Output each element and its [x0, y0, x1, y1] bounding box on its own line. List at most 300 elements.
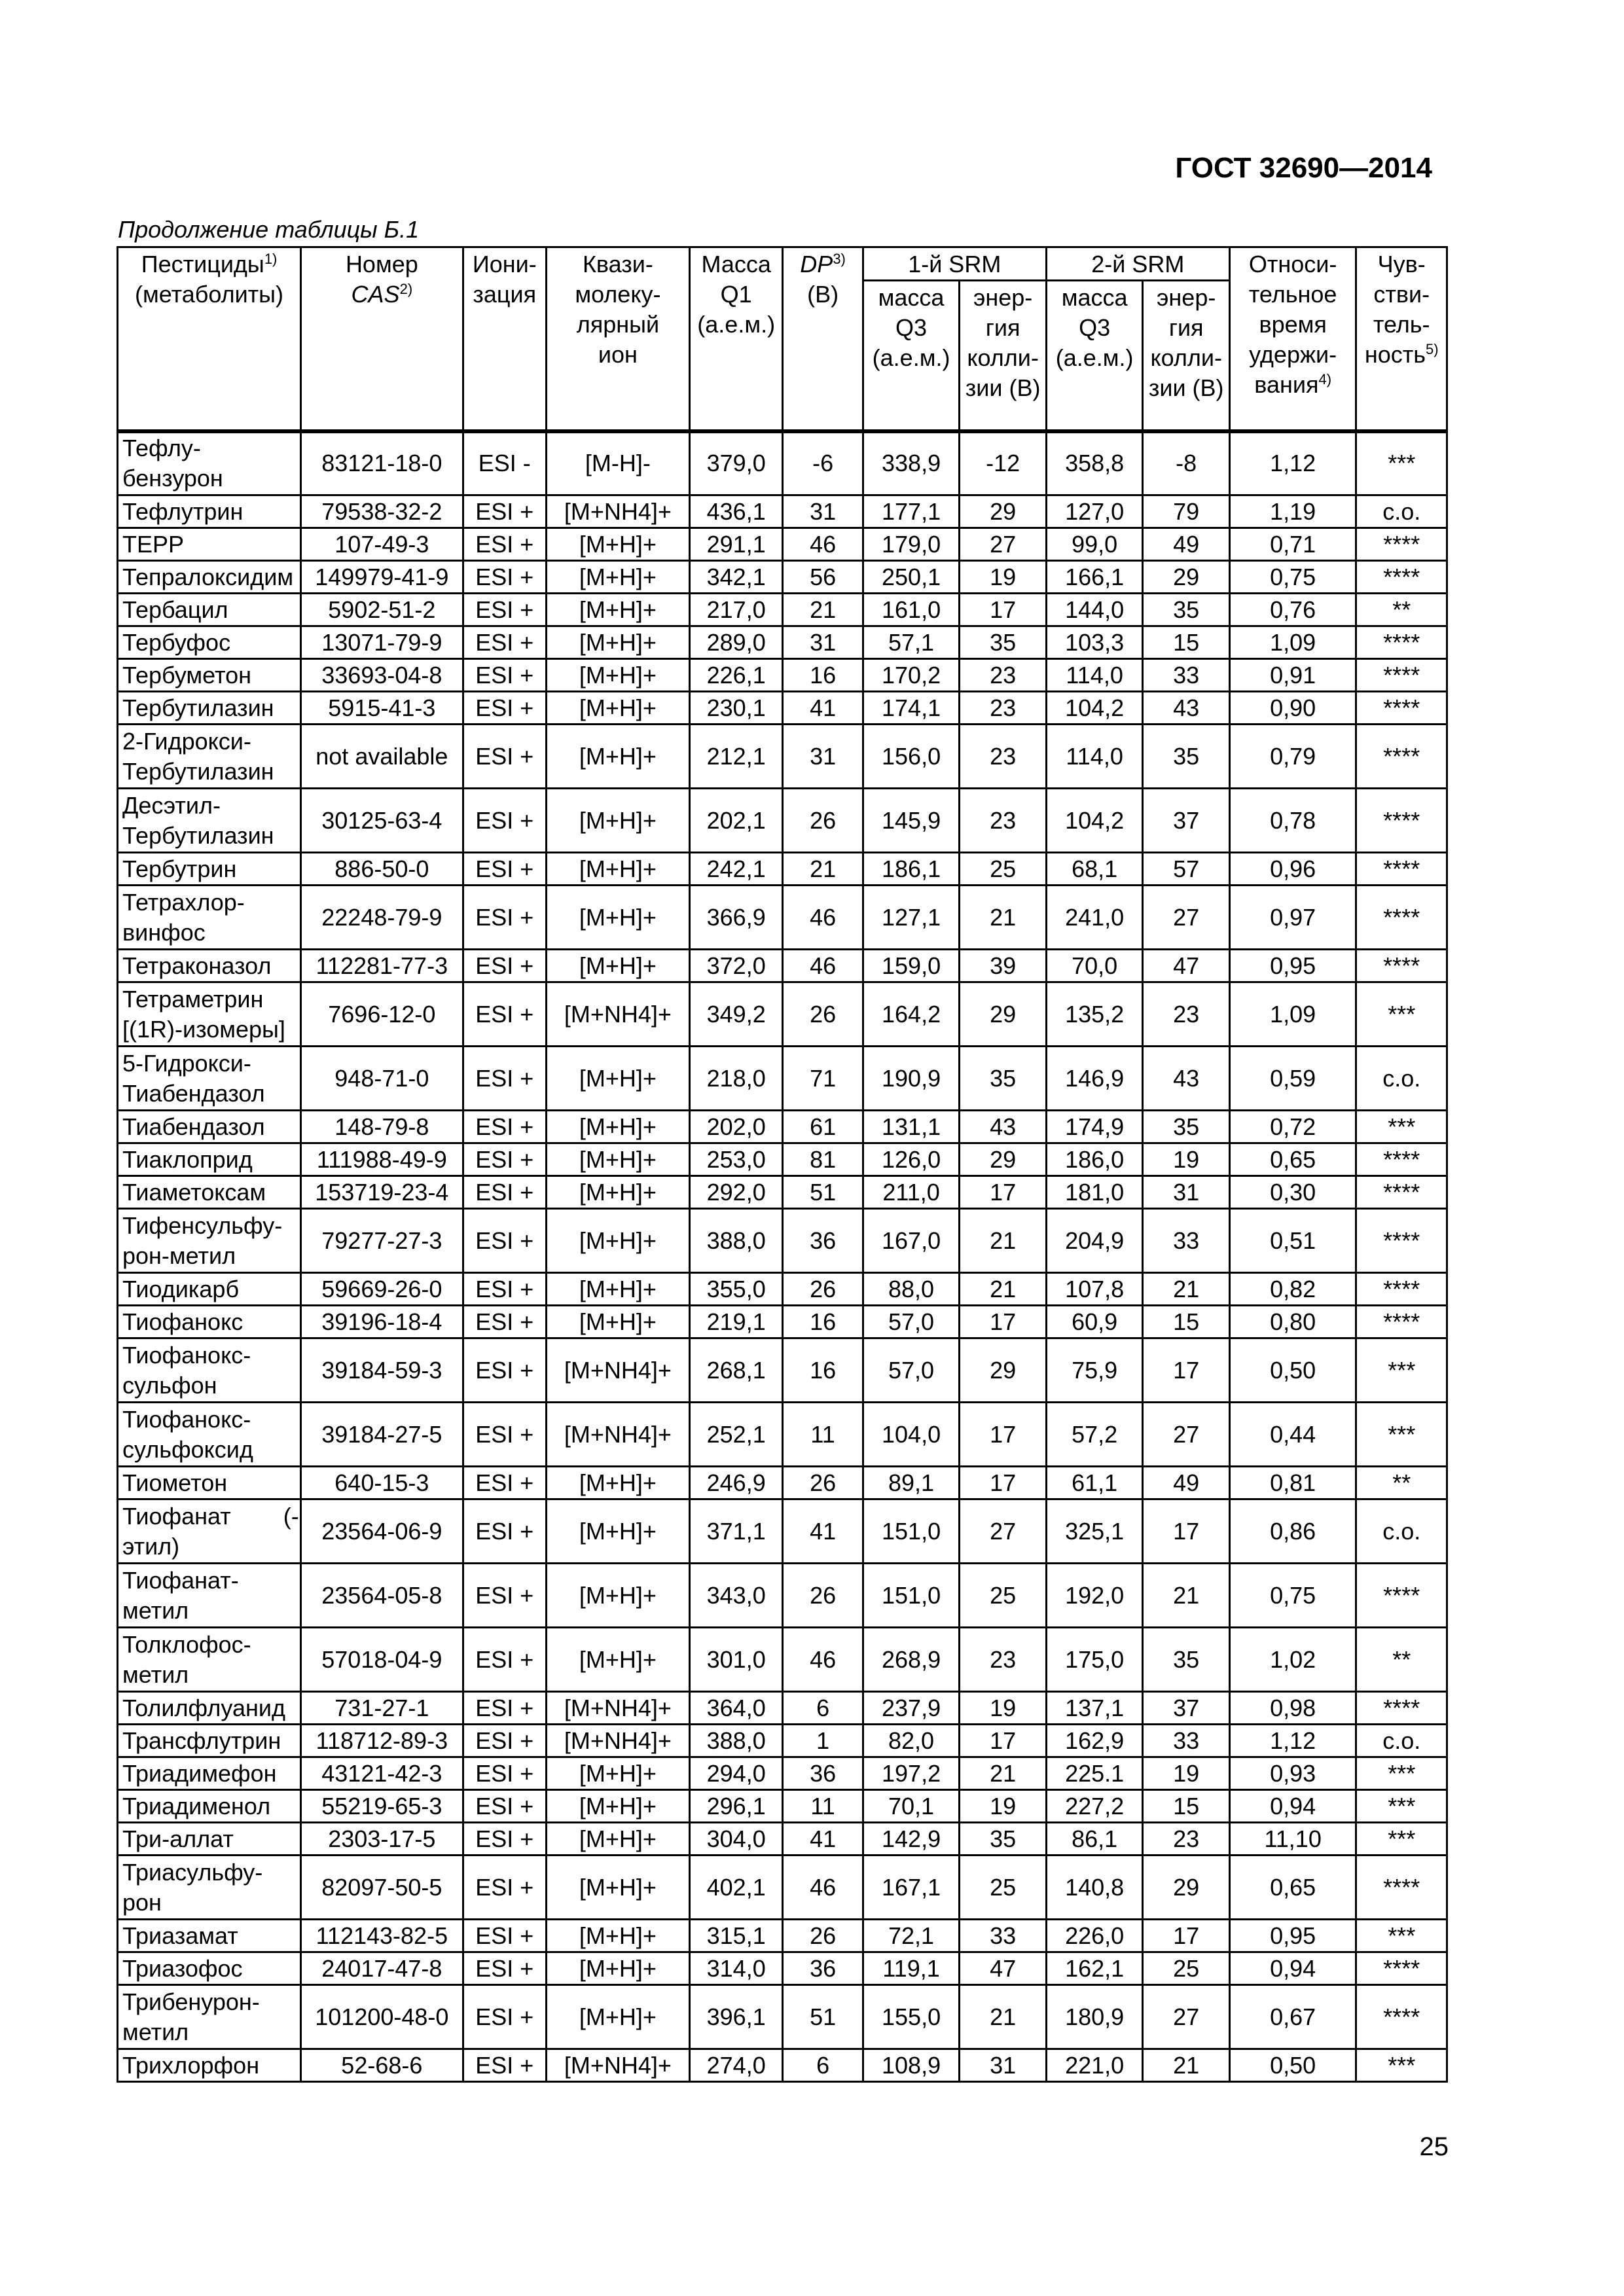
table-row — [118, 1790, 1447, 1823]
cell-q1: 371,1 — [689, 1499, 783, 1564]
cell-name: Тиабендазол — [118, 1111, 301, 1143]
table-row — [118, 1628, 1447, 1692]
cell-name: Десэтил- Тербутилазин — [118, 789, 301, 853]
cell-q3a: 57,0 — [863, 1338, 960, 1403]
cell-cas: 39184-59-3 — [301, 1338, 463, 1403]
cell-name: Тетрахлор- винфос — [118, 886, 301, 950]
cell-q3b: 104,2 — [1046, 789, 1143, 853]
cell-ion: ESI + — [463, 692, 546, 725]
cell-dp: 11 — [783, 1403, 863, 1467]
cell-ion: ESI + — [463, 659, 546, 692]
cell-q3b: 99,0 — [1046, 528, 1143, 561]
cell-q1: 202,1 — [689, 789, 783, 853]
cell-rrt: 0,93 — [1229, 1757, 1356, 1790]
cell-dp: 26 — [783, 1467, 863, 1499]
cell-q3a: 179,0 — [863, 528, 960, 561]
cell-q3b: 70,0 — [1046, 950, 1143, 982]
cell-dp: 26 — [783, 982, 863, 1047]
table-row — [118, 1338, 1447, 1403]
cell-q3a: 57,1 — [863, 626, 960, 659]
cell-q3b: 325,1 — [1046, 1499, 1143, 1564]
cell-name: Триазамат — [118, 1920, 301, 1952]
cell-rrt: 0,72 — [1229, 1111, 1356, 1143]
cell-cas: 886-50-0 — [301, 853, 463, 886]
cell-quasi: [M+H]+ — [546, 1306, 689, 1338]
cell-quasi: [M+H]+ — [546, 1628, 689, 1692]
cell-ea: 23 — [960, 659, 1046, 692]
cell-eb: 79 — [1143, 495, 1229, 528]
cell-q1: 296,1 — [689, 1790, 783, 1823]
cell-sens: *** — [1356, 1823, 1447, 1856]
header-ionization: Иони- зация — [463, 247, 546, 431]
table-row — [118, 1823, 1447, 1856]
cell-dp: 6 — [783, 2049, 863, 2082]
cell-sens: **** — [1356, 692, 1447, 725]
cell-ion: ESI + — [463, 1856, 546, 1920]
header-quasi-ion: Квази- молеку- лярный ион — [546, 247, 689, 431]
cell-sens: **** — [1356, 528, 1447, 561]
cell-ea: 21 — [960, 886, 1046, 950]
cell-name: Тербутрин — [118, 853, 301, 886]
cell-q1: 388,0 — [689, 1209, 783, 1273]
cell-dp: 41 — [783, 692, 863, 725]
cell-q3b: 192,0 — [1046, 1564, 1143, 1628]
cell-dp: 41 — [783, 1499, 863, 1564]
cell-quasi: [M+H]+ — [546, 1047, 689, 1111]
cell-cas: 149979-41-9 — [301, 561, 463, 594]
table-row — [118, 1403, 1447, 1467]
cell-sens: **** — [1356, 1306, 1447, 1338]
cell-quasi: [M+H]+ — [546, 1564, 689, 1628]
cell-sens: **** — [1356, 1176, 1447, 1209]
cell-rrt: 1,12 — [1229, 1725, 1356, 1757]
cell-ion: ESI - — [463, 431, 546, 495]
table-body — [118, 431, 1447, 2082]
table-row — [118, 431, 1447, 495]
cell-ea: 19 — [960, 1692, 1046, 1725]
cell-eb: 35 — [1143, 594, 1229, 626]
cell-q1: 364,0 — [689, 1692, 783, 1725]
cell-q1: 294,0 — [689, 1757, 783, 1790]
table-row — [118, 1047, 1447, 1111]
cell-ion: ESI + — [463, 1692, 546, 1725]
cell-dp: 36 — [783, 1952, 863, 1985]
cell-quasi: [M+H]+ — [546, 528, 689, 561]
cell-rrt: 0,78 — [1229, 789, 1356, 853]
cell-q3a: 127,1 — [863, 886, 960, 950]
cell-quasi: [M+H]+ — [546, 1209, 689, 1273]
cell-sens: **** — [1356, 1856, 1447, 1920]
cell-sens: **** — [1356, 1985, 1447, 2049]
cell-ion: ESI + — [463, 1273, 546, 1306]
cell-rrt: 0,98 — [1229, 1692, 1356, 1725]
cell-rrt: 1,09 — [1229, 626, 1356, 659]
cell-dp: 51 — [783, 1985, 863, 2049]
cell-sens: **** — [1356, 561, 1447, 594]
cell-dp: 6 — [783, 1692, 863, 1725]
cell-q1: 314,0 — [689, 1952, 783, 1985]
cell-name: Тифенсульфу- рон-метил — [118, 1209, 301, 1273]
cell-q3b: 227,2 — [1046, 1790, 1143, 1823]
table-row — [118, 789, 1447, 853]
cell-q1: 396,1 — [689, 1985, 783, 2049]
cell-q3a: 170,2 — [863, 659, 960, 692]
cell-eb: 35 — [1143, 1628, 1229, 1692]
cell-name: Тефлутрин — [118, 495, 301, 528]
cell-name: Тиофанокс- сульфоксид — [118, 1403, 301, 1467]
cell-eb: 19 — [1143, 1143, 1229, 1176]
cell-q3a: 156,0 — [863, 725, 960, 789]
cell-eb: 37 — [1143, 1692, 1229, 1725]
cell-sens: *** — [1356, 1403, 1447, 1467]
cell-name: Тербацил — [118, 594, 301, 626]
cell-q1: 355,0 — [689, 1273, 783, 1306]
cell-rrt: 0,86 — [1229, 1499, 1356, 1564]
cell-q3b: 104,2 — [1046, 692, 1143, 725]
cell-rrt: 0,44 — [1229, 1403, 1356, 1467]
cell-quasi: [M+H]+ — [546, 561, 689, 594]
cell-name: ТЕРР — [118, 528, 301, 561]
cell-name: Тербуфос — [118, 626, 301, 659]
cell-q3a: 338,9 — [863, 431, 960, 495]
cell-q3b: 114,0 — [1046, 725, 1143, 789]
cell-q3b: 75,9 — [1046, 1338, 1143, 1403]
cell-dp: 21 — [783, 594, 863, 626]
cell-q3b: 241,0 — [1046, 886, 1143, 950]
cell-sens: *** — [1356, 1920, 1447, 1952]
cell-q1: 402,1 — [689, 1856, 783, 1920]
cell-sens: **** — [1356, 950, 1447, 982]
cell-ion: ESI + — [463, 886, 546, 950]
cell-quasi: [M+H]+ — [546, 950, 689, 982]
cell-rrt: 0,65 — [1229, 1856, 1356, 1920]
cell-ion: ESI + — [463, 725, 546, 789]
table-row — [118, 950, 1447, 982]
cell-q1: 218,0 — [689, 1047, 783, 1111]
cell-cas: 57018-04-9 — [301, 1628, 463, 1692]
cell-cas: 83121-18-0 — [301, 431, 463, 495]
cell-ion: ESI + — [463, 626, 546, 659]
cell-q3b: 146,9 — [1046, 1047, 1143, 1111]
cell-q3a: 131,1 — [863, 1111, 960, 1143]
pesticide-table — [117, 246, 1448, 2083]
cell-q3b: 114,0 — [1046, 659, 1143, 692]
cell-name: Тиофанат- метил — [118, 1564, 301, 1628]
cell-q3a: 186,1 — [863, 853, 960, 886]
cell-ion: ESI + — [463, 561, 546, 594]
cell-ea: 47 — [960, 1952, 1046, 1985]
cell-q3a: 70,1 — [863, 1790, 960, 1823]
cell-eb: 43 — [1143, 1047, 1229, 1111]
cell-ea: 21 — [960, 1273, 1046, 1306]
cell-q3b: 186,0 — [1046, 1143, 1143, 1176]
cell-quasi: [M+H]+ — [546, 692, 689, 725]
cell-cas: 112143-82-5 — [301, 1920, 463, 1952]
cell-quasi: [M+H]+ — [546, 725, 689, 789]
document-header: ГОСТ 32690—2014 — [1175, 152, 1432, 184]
cell-dp: 26 — [783, 1273, 863, 1306]
cell-eb: 37 — [1143, 789, 1229, 853]
cell-name: Трибенурон- метил — [118, 1985, 301, 2049]
cell-dp: 16 — [783, 1338, 863, 1403]
cell-quasi: [M+NH4]+ — [546, 495, 689, 528]
header-srm1-mass: масса Q3 (а.е.м.) — [863, 281, 960, 431]
cell-sens: **** — [1356, 626, 1447, 659]
cell-ea: 17 — [960, 594, 1046, 626]
header-rrt: Относи- тельное время удержи- вания$^{4)}$ — [1229, 247, 1356, 431]
table-row — [118, 1564, 1447, 1628]
cell-q1: 226,1 — [689, 659, 783, 692]
cell-eb: 47 — [1143, 950, 1229, 982]
cell-ion: ESI + — [463, 1985, 546, 2049]
cell-sens: ** — [1356, 1628, 1447, 1692]
cell-ea: 35 — [960, 1823, 1046, 1856]
cell-name: Тербуметон — [118, 659, 301, 692]
cell-quasi: [M+H]+ — [546, 1920, 689, 1952]
cell-q1: 388,0 — [689, 1725, 783, 1757]
cell-ion: ESI + — [463, 1209, 546, 1273]
cell-ion: ESI + — [463, 853, 546, 886]
cell-ea: 25 — [960, 1564, 1046, 1628]
cell-q3a: 151,0 — [863, 1564, 960, 1628]
cell-ion: ESI + — [463, 1338, 546, 1403]
cell-name: Три-аллат — [118, 1823, 301, 1856]
cell-ea: 17 — [960, 1306, 1046, 1338]
cell-rrt: 0,50 — [1229, 1338, 1356, 1403]
cell-q3a: 151,0 — [863, 1499, 960, 1564]
cell-dp: 61 — [783, 1111, 863, 1143]
cell-quasi: [M-H]- — [546, 431, 689, 495]
page-number: 25 — [1419, 2132, 1449, 2161]
cell-dp: 41 — [783, 1823, 863, 1856]
cell-cas: 5902-51-2 — [301, 594, 463, 626]
cell-ea: 23 — [960, 1628, 1046, 1692]
cell-q3a: 155,0 — [863, 1985, 960, 2049]
cell-name: 2-Гидрокси- Тербутилазин — [118, 725, 301, 789]
cell-sens: *** — [1356, 1757, 1447, 1790]
cell-sens: *** — [1356, 982, 1447, 1047]
cell-q3a: 142,9 — [863, 1823, 960, 1856]
cell-eb: 23 — [1143, 1823, 1229, 1856]
cell-cas: 22248-79-9 — [301, 886, 463, 950]
table-row — [118, 1143, 1447, 1176]
cell-ion: ESI + — [463, 1725, 546, 1757]
cell-q1: 253,0 — [689, 1143, 783, 1176]
cell-q1: 202,0 — [689, 1111, 783, 1143]
cell-cas: 111988-49-9 — [301, 1143, 463, 1176]
cell-dp: 46 — [783, 1628, 863, 1692]
cell-q1: 291,1 — [689, 528, 783, 561]
header-mass-q1: Масса Q1 (а.е.м.) — [689, 247, 783, 431]
cell-quasi: [M+H]+ — [546, 1176, 689, 1209]
table-row — [118, 1467, 1447, 1499]
cell-dp: 26 — [783, 1564, 863, 1628]
cell-quasi: [M+H]+ — [546, 1952, 689, 1985]
cell-ion: ESI + — [463, 1823, 546, 1856]
table-row — [118, 982, 1447, 1047]
cell-ion: ESI + — [463, 528, 546, 561]
cell-rrt: 1,19 — [1229, 495, 1356, 528]
cell-cas: 30125-63-4 — [301, 789, 463, 853]
cell-q3b: 162,9 — [1046, 1725, 1143, 1757]
cell-ion: ESI + — [463, 1952, 546, 1985]
cell-cas: 79277-27-3 — [301, 1209, 463, 1273]
cell-dp: 1 — [783, 1725, 863, 1757]
cell-cas: 153719-23-4 — [301, 1176, 463, 1209]
cell-eb: 25 — [1143, 1952, 1229, 1985]
cell-ea: 29 — [960, 982, 1046, 1047]
cell-eb: 29 — [1143, 1856, 1229, 1920]
cell-q3a: 89,1 — [863, 1467, 960, 1499]
cell-sens: с.о. — [1356, 1725, 1447, 1757]
cell-ea: 17 — [960, 1725, 1046, 1757]
cell-q1: 252,1 — [689, 1403, 783, 1467]
cell-sens: с.о. — [1356, 1499, 1447, 1564]
cell-cas: 55219-65-3 — [301, 1790, 463, 1823]
cell-name: Тетраметрин [(1R)-изомеры] — [118, 982, 301, 1047]
cell-ea: 23 — [960, 692, 1046, 725]
cell-eb: 19 — [1143, 1757, 1229, 1790]
cell-q1: 246,9 — [689, 1467, 783, 1499]
cell-rrt: 0,76 — [1229, 594, 1356, 626]
cell-cas: 39184-27-5 — [301, 1403, 463, 1467]
cell-q3a: 167,1 — [863, 1856, 960, 1920]
cell-q3b: 61,1 — [1046, 1467, 1143, 1499]
header-srm2-mass: масса Q3 (а.е.м.) — [1046, 281, 1143, 431]
cell-ea: 27 — [960, 1499, 1046, 1564]
cell-quasi: [M+NH4]+ — [546, 1725, 689, 1757]
cell-quasi: [M+H]+ — [546, 853, 689, 886]
cell-eb: 21 — [1143, 1273, 1229, 1306]
cell-q3a: 72,1 — [863, 1920, 960, 1952]
cell-q1: 230,1 — [689, 692, 783, 725]
cell-cas: 23564-06-9 — [301, 1499, 463, 1564]
cell-dp: 46 — [783, 528, 863, 561]
cell-quasi: [M+H]+ — [546, 1985, 689, 2049]
cell-ion: ESI + — [463, 1176, 546, 1209]
cell-name: Тиофанат (- этил) — [118, 1499, 301, 1564]
cell-q3a: 159,0 — [863, 950, 960, 982]
cell-rrt: 0,67 — [1229, 1985, 1356, 2049]
cell-q3a: 167,0 — [863, 1209, 960, 1273]
cell-name: Тиодикарб — [118, 1273, 301, 1306]
cell-rrt: 0,75 — [1229, 561, 1356, 594]
cell-name: Толклофос- метил — [118, 1628, 301, 1692]
cell-eb: 49 — [1143, 528, 1229, 561]
cell-q3b: 204,9 — [1046, 1209, 1143, 1273]
cell-quasi: [M+NH4]+ — [546, 1338, 689, 1403]
table-row — [118, 2049, 1447, 2082]
cell-q3a: 145,9 — [863, 789, 960, 853]
table-row — [118, 1920, 1447, 1952]
cell-quasi: [M+H]+ — [546, 1757, 689, 1790]
cell-eb: 15 — [1143, 626, 1229, 659]
cell-quasi: [M+H]+ — [546, 1467, 689, 1499]
cell-rrt: 0,94 — [1229, 1790, 1356, 1823]
cell-name: Тефлу- бензурон — [118, 431, 301, 495]
cell-rrt: 0,59 — [1229, 1047, 1356, 1111]
cell-eb: 17 — [1143, 1920, 1229, 1952]
cell-name: Толилфлуанид — [118, 1692, 301, 1725]
cell-q3b: 166,1 — [1046, 561, 1143, 594]
cell-eb: 15 — [1143, 1790, 1229, 1823]
cell-name: Триазофос — [118, 1952, 301, 1985]
cell-ion: ESI + — [463, 1306, 546, 1338]
cell-sens: ** — [1356, 1467, 1447, 1499]
cell-ea: 35 — [960, 1047, 1046, 1111]
cell-sens: *** — [1356, 431, 1447, 495]
cell-quasi: [M+H]+ — [546, 1856, 689, 1920]
cell-ion: ESI + — [463, 1790, 546, 1823]
cell-rrt: 0,90 — [1229, 692, 1356, 725]
cell-cas: 52-68-6 — [301, 2049, 463, 2082]
cell-dp: 21 — [783, 853, 863, 886]
cell-quasi: [M+H]+ — [546, 594, 689, 626]
cell-rrt: 0,30 — [1229, 1176, 1356, 1209]
cell-rrt: 1,09 — [1229, 982, 1356, 1047]
cell-eb: 57 — [1143, 853, 1229, 886]
cell-q3b: 221,0 — [1046, 2049, 1143, 2082]
cell-sens: **** — [1356, 1952, 1447, 1985]
cell-eb: 21 — [1143, 2049, 1229, 2082]
cell-q3b: 180,9 — [1046, 1985, 1143, 2049]
cell-q3b: 68,1 — [1046, 853, 1143, 886]
cell-eb: 17 — [1143, 1338, 1229, 1403]
cell-dp: 46 — [783, 886, 863, 950]
cell-eb: 33 — [1143, 659, 1229, 692]
cell-name: Тиофанокс- сульфон — [118, 1338, 301, 1403]
cell-sens: **** — [1356, 1273, 1447, 1306]
table-row — [118, 1985, 1447, 2049]
cell-q3b: 174,9 — [1046, 1111, 1143, 1143]
table-row — [118, 725, 1447, 789]
cell-ea: 23 — [960, 725, 1046, 789]
cell-ion: ESI + — [463, 789, 546, 853]
header-srm1: 1-й SRM — [863, 247, 1046, 281]
table-row — [118, 659, 1447, 692]
cell-name: Тиометон — [118, 1467, 301, 1499]
cell-cas: 118712-89-3 — [301, 1725, 463, 1757]
cell-dp: 31 — [783, 495, 863, 528]
cell-cas: 640-15-3 — [301, 1467, 463, 1499]
cell-rrt: 11,10 — [1229, 1823, 1356, 1856]
cell-quasi: [M+H]+ — [546, 1273, 689, 1306]
cell-sens: **** — [1356, 1209, 1447, 1273]
table-row — [118, 1725, 1447, 1757]
cell-ea: 21 — [960, 1757, 1046, 1790]
cell-ion: ESI + — [463, 1920, 546, 1952]
table-row — [118, 1111, 1447, 1143]
cell-ion: ESI + — [463, 1467, 546, 1499]
cell-rrt: 0,94 — [1229, 1952, 1356, 1985]
cell-q3b: 107,8 — [1046, 1273, 1143, 1306]
cell-q1: 315,1 — [689, 1920, 783, 1952]
cell-cas: 23564-05-8 — [301, 1564, 463, 1628]
cell-ion: ESI + — [463, 1111, 546, 1143]
cell-ion: ESI + — [463, 1628, 546, 1692]
cell-ea: 23 — [960, 789, 1046, 853]
cell-name: Трихлорфон — [118, 2049, 301, 2082]
cell-q3b: 60,9 — [1046, 1306, 1143, 1338]
cell-q3b: 144,0 — [1046, 594, 1143, 626]
table-row — [118, 1306, 1447, 1338]
cell-q3b: 140,8 — [1046, 1856, 1143, 1920]
cell-rrt: 0,50 — [1229, 2049, 1356, 2082]
cell-q3a: 126,0 — [863, 1143, 960, 1176]
cell-dp: 81 — [783, 1143, 863, 1176]
table-row — [118, 853, 1447, 886]
cell-ion: ESI + — [463, 495, 546, 528]
